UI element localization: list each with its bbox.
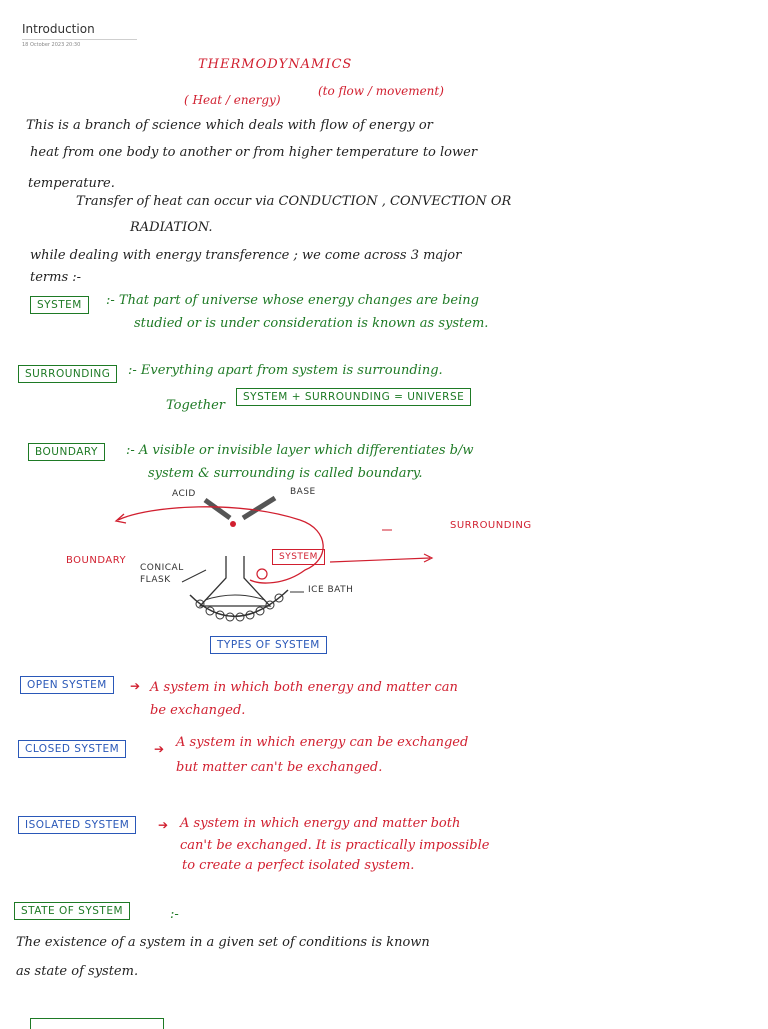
page-timestamp: 18 October 2023 20:30 (22, 42, 81, 48)
flask-label: CONICAL FLASK (140, 563, 184, 585)
closed-system-box: CLOSED SYSTEM (18, 740, 126, 758)
arrow-to-boundary-icon (118, 507, 300, 520)
page-title: Introduction (22, 22, 95, 36)
boundary-definition-2: system & surrounding is called boundary. (148, 466, 423, 481)
intro-line-2: heat from one body to another or from higher temperature to lower (30, 145, 478, 160)
ice-bath-label: ICE BATH (308, 585, 354, 595)
isolated-system-definition-3: to create a perfect isolated system. (182, 858, 415, 873)
intro-line-3: temperature. (28, 176, 115, 191)
open-system-definition-2: be exchanged. (150, 703, 246, 718)
open-system-box: OPEN SYSTEM (20, 676, 114, 694)
together-label: Together (166, 398, 226, 413)
heading-sub-heat: ( Heat / energy) (184, 93, 281, 107)
arrow-icon: ➔ (154, 742, 165, 756)
boundary-definition-1: :- A visible or invisible layer which differentiates b/w (126, 443, 474, 458)
isolated-system-box: ISOLATED SYSTEM (18, 816, 136, 834)
drop-icon (230, 521, 236, 527)
closed-system-definition-2: but matter can't be exchanged. (176, 760, 383, 775)
universe-equation-box: SYSTEM + SURROUNDING = UNIVERSE (236, 388, 471, 406)
arrow-icon: ➔ (130, 679, 141, 693)
state-of-system-box: STATE OF SYSTEM (14, 902, 130, 920)
surrounding-definition: :- Everything apart from system is surrounding. (128, 363, 443, 378)
boundary-term-box: BOUNDARY (28, 443, 105, 461)
arrow-icon: ➔ (158, 818, 169, 832)
note-heading: THERMODYNAMICS (198, 57, 353, 72)
base-dropper-icon (243, 498, 275, 518)
system-definition-2: studied or is under consideration is known as system. (134, 316, 489, 331)
state-of-system-suffix: :- (170, 907, 179, 922)
acid-label: ACID (172, 489, 196, 499)
state-definition-2: as state of system. (16, 964, 139, 979)
transfer-line-2: RADIATION. (130, 220, 213, 235)
open-system-definition-1: A system in which both energy and matter can (150, 680, 458, 695)
terms-line-1: while dealing with energy transference ; we come across 3 major (30, 248, 462, 263)
types-of-system-heading: TYPES OF SYSTEM (210, 636, 327, 654)
surrounding-term-box: SURROUNDING (18, 365, 117, 383)
heading-sub-flow: (to flow / movement) (318, 84, 444, 98)
acid-dropper-icon (205, 500, 230, 518)
isolated-system-definition-1: A system in which energy and matter both (180, 816, 461, 831)
closed-system-definition-1: A system in which energy can be exchanged (176, 735, 469, 750)
boundary-diagram-label: BOUNDARY (66, 555, 127, 566)
base-label: BASE (290, 487, 316, 497)
intro-line-1: This is a branch of science which deals with flow of energy or (26, 118, 433, 133)
transfer-line-1: Transfer of heat can occur via CONDUCTION , CONVECTION OR (76, 194, 512, 209)
system-definition-1: :- That part of universe whose energy changes are being (106, 293, 479, 308)
surrounding-diagram-label: SURROUNDING (450, 520, 532, 531)
state-definition-1: The existence of a system in a given set of conditions is known (16, 935, 430, 950)
isolated-system-definition-2: can't be exchanged. It is practically impossible (180, 838, 490, 853)
system-term-box: SYSTEM (30, 296, 89, 314)
system-diagram-label: SYSTEM (272, 549, 325, 565)
terms-line-2: terms :- (30, 270, 82, 285)
